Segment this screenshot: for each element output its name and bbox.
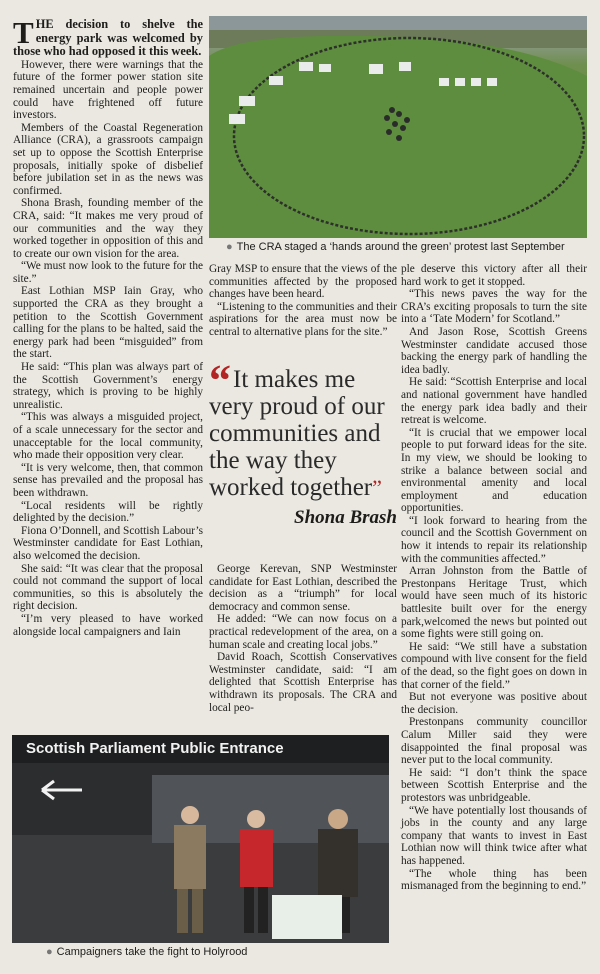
photo-caption	[226, 241, 586, 254]
pull-quote-attribution: Shona Brash	[294, 507, 397, 528]
col1-paragraph: He said: “This plan was always part of the Scottish Government’s energy strategy, which is proving to be highly unrealistic.	[13, 361, 203, 411]
caption-text-2: Campaigners take the fight to Holyrood	[56, 946, 248, 958]
close-quote-icon: ”	[372, 475, 382, 500]
col1-paragraph: East Lothian MSP Iain Gray, who supported the CRA as they brought a petition to the Scottish Government calling for the plans to be halted, said the energy park had been “misguided” from the start.	[13, 285, 203, 361]
col1-paragraph: “I’m very pleased to have worked alongside local campaigners and Iain	[13, 612, 203, 638]
drop-cap: T	[13, 15, 34, 50]
col3-paragraph: ple deserve this victory after all their hard work to get it stopped.	[401, 263, 587, 288]
col3-paragraph: “We have potentially lost thousands of jobs in the county and any large company that wants to invest in East Lothian now will think twice after what has happened.	[401, 804, 587, 867]
protest-photo	[209, 16, 587, 238]
protest-field-illustration	[209, 16, 587, 238]
pull-quote-text	[209, 356, 397, 501]
open-quote-icon: “	[209, 356, 231, 405]
col3-paragraph: Arran Johnston from the Battle of Prestonpans Heritage Trust, which would have seen much of its historic battlesite built over for the energy park,welcomed the news but pointed out some fights were still going on.	[401, 565, 587, 641]
col1-paragraph: “This was always a misguided project, of a scale unnecessary for the sector and unacceptable for the local community, who made their opposition very clear.	[13, 411, 203, 462]
col3-paragraph: “I look forward to hearing from the council and the Scottish Government on how it intends to repair its relationship with the communities affected.”	[401, 514, 587, 565]
col1-paragraph: Fiona O’Donnell, and Scottish Labour’s Westminster candidate for East Lothian, also welcomed the decision.	[13, 524, 203, 562]
col1-paragraph: Members of the Coastal Regeneration Alliance (CRA), a grassroots campaign set up to oppose the Scottish Enterprise proposals, initially spoke of disbelief before jubilation set in as the news was confirmed.	[13, 121, 203, 197]
col3-paragraph: He said: “We still have a substation compound with live consent for the field of the dead, so the fight goes on down in that corner of the field.”	[401, 640, 587, 691]
article-column-2	[209, 263, 397, 339]
col3-paragraph: Prestonpans community councillor Calum Miller said they were disappointed the final proposal was never put to the local community.	[401, 716, 587, 767]
article-lead	[13, 15, 203, 59]
col3-paragraph: “This news paves the way for the CRA’s exciting proposals to turn the site into a ‘Tate Modern’ for Scotland.”	[401, 288, 587, 326]
col1-paragraph: “We must now look to the future for the site.”	[13, 260, 203, 285]
pull-quote	[209, 356, 397, 529]
col2b-paragraph: David Roach, Scottish Conservatives Westminster candidate, said: “I am delighted that Scottish Enterprise has withdrawn its proposals. The CRA and local peo-	[209, 651, 397, 714]
holyrood-scene-illustration	[12, 735, 389, 943]
article-column-1	[13, 15, 203, 638]
lead-text: HE decision to shelve the energy park was welcomed by those who had opposed it this week.	[13, 17, 203, 59]
article-column-2-lower	[209, 563, 397, 714]
col1-paragraph: “It is very welcome, then, that common sense has prevailed and the proposal has been withdrawn.	[13, 461, 203, 499]
col1-paragraph: She said: “It was clear that the proposal could not command the support of local communities, so this is absolutely the right decision.	[13, 562, 203, 613]
col3-paragraph: He said: “I don’t think the space between Scottish Enterprise and the protestors was unbridgeable.	[401, 766, 587, 804]
col1-paragraph: “Local residents will be rightly delighted by the decision.”	[13, 499, 203, 525]
column-1-paragraphs	[13, 59, 203, 638]
caption-text: The CRA staged a ‘hands around the green’ protest last September	[236, 241, 565, 253]
col3-paragraph: And Jason Rose, Scottish Greens Westminster candidate accused those backing the energy park of handling the idea badly.	[401, 325, 587, 376]
col3-paragraph: “The whole thing has been mismanaged from the beginning to end.”	[401, 867, 587, 893]
article-column-3	[401, 263, 587, 893]
col3-paragraph: But not everyone was positive about the decision.	[401, 691, 587, 716]
quote-body: It makes me very proud of our communities and the way they worked together	[209, 366, 385, 501]
col2b-paragraph: George Kerevan, SNP Westminster candidate for East Lothian, described the decision as a “triumph” for local democracy and common sense.	[209, 563, 397, 613]
col2b-paragraph: He added: “We can now focus on a practical redevelopment of the area, on a human scale and creating local jobs.”	[209, 613, 397, 651]
col3-paragraph: “It is crucial that we empower local people to put forward ideas for the site. In my view, we should be looking to strike a balance between social and environmental amenity and local employment and education opportunities.	[401, 426, 587, 515]
col1-paragraph: However, there were warnings that the future of the former power station site remained uncertain and people power could have frightened off future investors.	[13, 58, 203, 122]
holyrood-photo	[12, 735, 389, 943]
photo-caption-2	[46, 946, 386, 959]
caption-bullet-icon: ●	[46, 946, 53, 958]
caption-bullet-icon: ●	[226, 241, 233, 253]
col2-paragraph: Gray MSP to ensure that the views of the communities affected by the proposed changes have been heard.	[209, 263, 397, 301]
col1-paragraph: Shona Brash, founding member of the CRA, said: “It makes me very proud of our communities and the way they worked together in opposition of this and to create our own vision for the area.	[13, 197, 203, 260]
col2-paragraph: “Listening to the communities and their aspirations for the area must now be central to alternative plans for the site.”	[209, 300, 397, 338]
entrance-sign-text: Scottish Parliament Public Entrance	[26, 740, 284, 757]
col3-paragraph: He said: “Scottish Enterprise and local and national government have handled the energy park idea badly and their retreat is welcome.	[401, 376, 587, 427]
